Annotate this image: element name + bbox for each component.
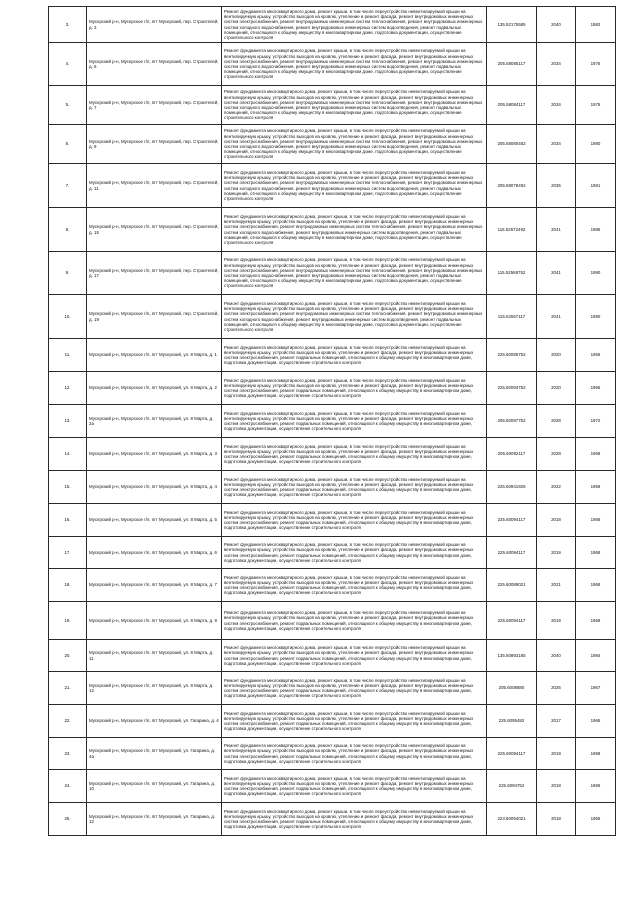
row-build-year: 1965: [576, 770, 616, 803]
row-address: Мусерский р-н, Мусерское г/п, пгт Мусерский, пер. Строителей, д. 19: [87, 295, 222, 339]
row-build-year: 1976: [576, 86, 616, 125]
row-build-year: 1968: [576, 504, 616, 537]
row-number: 13.: [49, 405, 87, 438]
row-address: Мусерский р-н, Мусерское г/п, пгт Мусерский, ул. 8 Марта, д. 2: [87, 372, 222, 405]
table-row: [49, 537, 616, 569]
row-build-year: 1972: [576, 405, 616, 438]
row-cost-value: 225.60094117: [487, 504, 537, 537]
row-build-year: 1990: [576, 252, 616, 295]
table-row: [49, 86, 616, 125]
table-row: [49, 672, 616, 705]
row-build-year: 1966: [576, 339, 616, 372]
row-work-description: Ремонт фундамента многоквартирного дома, ремонт крыши, в том числе переустройство невентилируемой крыши на вентилируемую крышу, устройство выходов на кровлю, утепление и ремонт фасада, ремонт внутридомовых инженерных систем электроснабжения, ремонт внутридомовых инженерных систем теплоснабжения, ремонт внутридомовых инженерных систем холодного водоснабжения, ремонт внутридомовых инженерных систем водоотведения, ремонт подвальных помещений, относящихся к общему имуществу в многоквартирном доме, подготовка документации, осуществление строительного контроля: [222, 86, 487, 125]
row-planned-year: 2020: [537, 339, 576, 372]
row-address: Мусерский р-н, Мусерское г/п, пгт Мусерский, пер. Строителей, д. 3: [87, 7, 222, 43]
row-cost-value: 135.52175585: [487, 7, 537, 43]
row-planned-year: 2040: [537, 7, 576, 43]
row-planned-year: 2028: [537, 405, 576, 438]
row-address: Мусерский р-н, Мусерское г/п, пгт Мусерский, пер. Строителей, д. 11: [87, 164, 222, 208]
row-work-description: Ремонт фундамента многоквартирного дома, ремонт крыши, в том числе переустройство невентилируемой крыши на вентилируемую крышу, устройство выходов на кровлю, утепление и ремонт фасада, ремонт внутридомовых инженерных систем электроснабжения, ремонт внутридомовых инженерных систем теплоснабжения, ремонт внутридомовых инженерных систем холодного водоснабжения, ремонт внутридомовых инженерных систем водоотведения, ремонт подвальных помещений, относящихся к общему имуществу в многоквартирном доме, подготовка документации, осуществление строительного контроля: [222, 7, 487, 43]
row-cost-value: 225.60094117: [487, 602, 537, 640]
row-address: Мусерский р-н, Мусерское г/п, пгт Мусерский, ул. 8 Марта, д. 5: [87, 504, 222, 537]
row-number: 21.: [49, 672, 87, 705]
row-number: 20.: [49, 640, 87, 672]
row-number: 23.: [49, 738, 87, 770]
row-work-description: Ремонт фундамента многоквартирного дома, ремонт крыши, в том числе переустройство невентилируемой крыши на вентилируемую крышу, устройство выходов на кровлю, утепление и ремонт фасада, ремонт внутридомовых инженерных систем электроснабжения, ремонт внутридомовых инженерных систем теплоснабжения, ремонт внутридомовых инженерных систем холодного водоснабжения, ремонт внутридомовых инженерных систем водоотведения, ремонт подвальных помещений, относящихся к общему имуществу в многоквартирном доме, подготовка документации, осуществление строительного контроля: [222, 164, 487, 208]
row-work-description: Ремонт фундамента многоквартирного дома, ремонт крыши, в том числе переустройство невентилируемой крыши на вентилируемую крышу, устройство выходов на кровлю, утепление и ремонт фасада, ремонт внутридомовых инженерных систем электроснабжения, ремонт внутридомовых инженерных систем теплоснабжения, ремонт внутридомовых инженерных систем холодного водоснабжения, ремонт внутридомовых инженерных систем водоотведения, ремонт подвальных помещений, относящихся к общему имуществу в многоквартирном доме, подготовка документации, осуществление строительного контроля: [222, 295, 487, 339]
table-row: [49, 569, 616, 602]
row-work-description: Ремонт фундамента многоквартирного дома, ремонт крыши, в том числе переустройство невентилируемой крыши на вентилируемую крышу, устройство выходов на кровлю, утепление и ремонт фасада, ремонт внутридомовых инженерных систем электроснабжения, ремонт подвальных помещений, относящихся к общему имуществу в многоквартирном доме, подготовка документации, осуществление строительного контроля: [222, 640, 487, 672]
row-build-year: 1969: [576, 471, 616, 504]
row-work-description: Ремонт фундамента многоквартирного дома, ремонт крыши, в том числе переустройство невентилируемой крыши на вентилируемую крышу, устройство выходов на кровлю, утепление и ремонт фасада, ремонт внутридомовых инженерных систем электроснабжения, ремонт внутридомовых инженерных систем теплоснабжения, ремонт внутридомовых инженерных систем холодного водоснабжения, ремонт внутридомовых инженерных систем водоотведения, ремонт подвальных помещений, относящихся к общему имуществу в многоквартирном доме, подготовка документации, осуществление строительного контроля: [222, 43, 487, 86]
row-work-description: Ремонт фундамента многоквартирного дома, ремонт крыши, в том числе переустройство невентилируемой крыши на вентилируемую крышу, устройство выходов на кровлю, утепление и ремонт фасада, ремонт внутридомовых инженерных систем электроснабжения, ремонт подвальных помещений, относящихся к общему имуществу в многоквартирном доме, подготовка документации, осуществление строительного контроля: [222, 770, 487, 803]
row-address: Мусерский р-н, Мусерское г/п, пгт Мусерский, ул. Гагарина, д. 4: [87, 705, 222, 738]
row-number: 12.: [49, 372, 87, 405]
row-build-year: 1967: [576, 672, 616, 705]
row-address: Мусерский р-н, Мусерское г/п, пгт Мусерский, ул. 8 Марта, д. 3: [87, 438, 222, 471]
row-number: 9.: [49, 252, 87, 295]
row-address: Мусерский р-н, Мусерское г/п, пгт Мусерский, ул. 8 Марта, д. 2а: [87, 405, 222, 438]
table-row: [49, 43, 616, 86]
row-work-description: Ремонт фундамента многоквартирного дома, ремонт крыши, в том числе переустройство невентилируемой крыши на вентилируемую крышу, устройство выходов на кровлю, утепление и ремонт фасада, ремонт внутридомовых инженерных систем электроснабжения, ремонт подвальных помещений, относящихся к общему имуществу в многоквартирном доме, подготовка документации, осуществление строительного контроля: [222, 339, 487, 372]
table-row: [49, 164, 616, 208]
table-row: [49, 7, 616, 43]
row-address: Мусерский р-н, Мусерское г/п, пгт Мусерский, ул. Гагарина, д. 12: [87, 803, 222, 836]
row-cost-value: 225.60085752: [487, 339, 537, 372]
row-number: 7.: [49, 164, 87, 208]
row-address: Мусерский р-н, Мусерское г/п, пгт Мусерский, пер. Строителей, д. 9: [87, 125, 222, 164]
row-address: Мусерский р-н, Мусерское г/п, пгт Мусерский, ул. 8 Марта, д. 7: [87, 569, 222, 602]
table-row: [49, 339, 616, 372]
row-cost-value: 205.60087752: [487, 405, 537, 438]
row-planned-year: 2041: [537, 295, 576, 339]
row-work-description: Ремонт фундамента многоквартирного дома, ремонт крыши, в том числе переустройство невентилируемой крыши на вентилируемую крышу, устройство выходов на кровлю, утепление и ремонт фасада, ремонт внутридомовых инженерных систем электроснабжения, ремонт подвальных помещений, относящихся к общему имуществу в многоквартирном доме, подготовка документации, осуществление строительного контроля: [222, 705, 487, 738]
row-address: Мусерский р-н, Мусерское г/п, пгт Мусерский, ул. Гагарина, д. 4а: [87, 738, 222, 770]
row-number: 16.: [49, 504, 87, 537]
row-planned-year: 2034: [537, 43, 576, 86]
row-work-description: Ремонт фундамента многоквартирного дома, ремонт крыши, в том числе переустройство невентилируемой крыши на вентилируемую крышу, устройство выходов на кровлю, утепление и ремонт фасада, ремонт внутридомовых инженерных систем электроснабжения, ремонт подвальных помещений, относящихся к общему имуществу в многоквартирном доме, подготовка документации, осуществление строительного контроля: [222, 738, 487, 770]
row-planned-year: 2019: [537, 602, 576, 640]
row-cost-value: 225.60094117: [487, 537, 537, 569]
row-planned-year: 2017: [537, 705, 576, 738]
row-build-year: 1965: [576, 705, 616, 738]
row-work-description: Ремонт фундамента многоквартирного дома, ремонт крыши, в том числе переустройство невентилируемой крыши на вентилируемую крышу, устройство выходов на кровлю, утепление и ремонт фасада, ремонт внутридомовых инженерных систем электроснабжения, ремонт подвальных помещений, относящихся к общему имуществу в многоквартирном доме, подготовка документации, осуществление строительного контроля: [222, 602, 487, 640]
row-cost-value: 205.58080482: [487, 125, 537, 164]
row-number: 15.: [49, 471, 87, 504]
row-address: Мусерский р-н, Мусерское г/п, пгт Мусерский, ул. 8 Марта, д. 6: [87, 537, 222, 569]
row-number: 6.: [49, 125, 87, 164]
row-cost-value: 205.6008880: [487, 672, 537, 705]
row-build-year: 1984: [576, 640, 616, 672]
row-build-year: 1980: [576, 125, 616, 164]
row-planned-year: 2020: [537, 372, 576, 405]
table-row: [49, 803, 616, 836]
row-build-year: 1982: [576, 7, 616, 43]
row-address: Мусерский р-н, Мусерское г/п, пгт Мусерский, ул. 8 Марта, д. 11: [87, 640, 222, 672]
row-planned-year: 2021: [537, 569, 576, 602]
table-body: [49, 7, 616, 836]
table-row: [49, 705, 616, 738]
table-row: [49, 438, 616, 471]
row-number: 10.: [49, 295, 87, 339]
row-planned-year: 2040: [537, 640, 576, 672]
table-row: [49, 640, 616, 672]
row-work-description: Ремонт фундамента многоквартирного дома, ремонт крыши, в том числе переустройство невентилируемой крыши на вентилируемую крышу, устройство выходов на кровлю, утепление и ремонт фасада, ремонт внутридомовых инженерных систем электроснабжения, ремонт подвальных помещений, относящихся к общему имуществу в многоквартирном доме, подготовка документации, осуществление строительного контроля: [222, 372, 487, 405]
row-cost-value: 225.60094117: [487, 738, 537, 770]
row-cost-value: 205.60092117: [487, 438, 537, 471]
row-build-year: 1968: [576, 438, 616, 471]
row-planned-year: 2026: [537, 672, 576, 705]
row-planned-year: 2018: [537, 770, 576, 803]
row-build-year: 1990: [576, 295, 616, 339]
row-cost-value: 225.6095482: [487, 705, 537, 738]
row-address: Мусерский р-н, Мусерское г/п, пгт Мусерский, пер. Строителей, д. 5: [87, 43, 222, 86]
row-build-year: 1968: [576, 569, 616, 602]
row-work-description: Ремонт фундамента многоквартирного дома, ремонт крыши, в том числе переустройство невентилируемой крыши на вентилируемую крышу, устройство выходов на кровлю, утепление и ремонт фасада, ремонт внутридомовых инженерных систем электроснабжения, ремонт подвальных помещений, относящихся к общему имуществу в многоквартирном доме, подготовка документации, осуществление строительного контроля: [222, 504, 487, 537]
row-planned-year: 2034: [537, 86, 576, 125]
row-work-description: Ремонт фундамента многоквартирного дома, ремонт крыши, в том числе переустройство невентилируемой крыши на вентилируемую крышу, устройство выходов на кровлю, утепление и ремонт фасада, ремонт внутридомовых инженерных систем электроснабжения, ремонт подвальных помещений, относящихся к общему имуществу в многоквартирном доме, подготовка документации, осуществление строительного контроля: [222, 438, 487, 471]
row-number: 14.: [49, 438, 87, 471]
row-planned-year: 2034: [537, 125, 576, 164]
row-cost-value: 135.50893185: [487, 640, 537, 672]
row-address: Мусерский р-н, Мусерское г/п, пгт Мусерский, ул. 8 Марта, д. 9: [87, 602, 222, 640]
row-number: 17.: [49, 537, 87, 569]
row-cost-value: 225.6094752: [487, 770, 537, 803]
row-cost-value: 115.52567117: [487, 295, 537, 339]
table-row: [49, 405, 616, 438]
row-planned-year: 2036: [537, 164, 576, 208]
row-cost-value: 115.52572492: [487, 208, 537, 252]
row-number: 3.: [49, 7, 87, 43]
row-number: 22.: [49, 705, 87, 738]
row-planned-year: 2018: [537, 803, 576, 836]
row-build-year: 1981: [576, 164, 616, 208]
row-number: 25.: [49, 803, 87, 836]
table-row: [49, 738, 616, 770]
row-address: Мусерский р-н, Мусерское г/п, пгт Мусерский, ул. 8 Марта, д. 4: [87, 471, 222, 504]
row-work-description: Ремонт фундамента многоквартирного дома, ремонт крыши, в том числе переустройство невентилируемой крыши на вентилируемую крышу, устройство выходов на кровлю, утепление и ремонт фасада, ремонт внутридомовых инженерных систем электроснабжения, ремонт подвальных помещений, относящихся к общему имуществу в многоквартирном доме, подготовка документации, осуществление строительного контроля: [222, 471, 487, 504]
table-row: [49, 252, 616, 295]
row-work-description: Ремонт фундамента многоквартирного дома, ремонт крыши, в том числе переустройство невентилируемой крыши на вентилируемую крышу, устройство выходов на кровлю, утепление и ремонт фасада, ремонт внутридомовых инженерных систем электроснабжения, ремонт внутридомовых инженерных систем теплоснабжения, ремонт внутридомовых инженерных систем холодного водоснабжения, ремонт внутридомовых инженерных систем водоотведения, ремонт подвальных помещений, относящихся к общему имуществу в многоквартирном доме, подготовка документации, осуществление строительного контроля: [222, 252, 487, 295]
row-number: 24.: [49, 770, 87, 803]
row-planned-year: 2019: [537, 537, 576, 569]
row-build-year: 1969: [576, 602, 616, 640]
row-address: Мусерский р-н, Мусерское г/п, пгт Мусерский, ул. Гагарина, д. 10: [87, 770, 222, 803]
row-planned-year: 2041: [537, 208, 576, 252]
row-cost-value: 205.58084117: [487, 86, 537, 125]
row-planned-year: 2018: [537, 504, 576, 537]
row-cost-value: 115.52569752: [487, 252, 537, 295]
table-row: [49, 602, 616, 640]
row-work-description: Ремонт фундамента многоквартирного дома, ремонт крыши, в том числе переустройство невентилируемой крыши на вентилируемую крышу, устройство выходов на кровлю, утепление и ремонт фасада, ремонт внутридомовых инженерных систем электроснабжения, ремонт подвальных помещений, относящихся к общему имуществу в многоквартирном доме, подготовка документации, осуществление строительного контроля: [222, 803, 487, 836]
row-work-description: Ремонт фундамента многоквартирного дома, ремонт крыши, в том числе переустройство невентилируемой крыши на вентилируемую крышу, устройство выходов на кровлю, утепление и ремонт фасада, ремонт внутридомовых инженерных систем электроснабжения, ремонт внутридомовых инженерных систем теплоснабжения, ремонт внутридомовых инженерных систем холодного водоснабжения, ремонт внутридомовых инженерных систем водоотведения, ремонт подвальных помещений, относящихся к общему имуществу в многоквартирном доме, подготовка документации, осуществление строительного контроля: [222, 125, 487, 164]
row-work-description: Ремонт фундамента многоквартирного дома, ремонт крыши, в том числе переустройство невентилируемой крыши на вентилируемую крышу, устройство выходов на кровлю, утепление и ремонт фасада, ремонт внутридомовых инженерных систем электроснабжения, ремонт подвальных помещений, относящихся к общему имуществу в многоквартирном доме, подготовка документации, осуществление строительного контроля: [222, 672, 487, 705]
row-work-description: Ремонт фундамента многоквартирного дома, ремонт крыши, в том числе переустройство невентилируемой крыши на вентилируемую крышу, устройство выходов на кровлю, утепление и ремонт фасада, ремонт внутридомовых инженерных систем электроснабжения, ремонт подвальных помещений, относящихся к общему имуществу в многоквартирном доме, подготовка документации, осуществление строительного контроля: [222, 537, 487, 569]
row-work-description: Ремонт фундамента многоквартирного дома, ремонт крыши, в том числе переустройство невентилируемой крыши на вентилируемую крышу, устройство выходов на кровлю, утепление и ремонт фасада, ремонт внутридомовых инженерных систем электроснабжения, ремонт внутридомовых инженерных систем теплоснабжения, ремонт внутридомовых инженерных систем холодного водоснабжения, ремонт внутридомовых инженерных систем водоотведения, ремонт подвальных помещений, относящихся к общему имуществу в многоквартирном доме, подготовка документации, осуществление строительного контроля: [222, 208, 487, 252]
row-address: Мусерский р-н, Мусерское г/п, пгт Мусерский, пер. Строителей, д. 17: [87, 252, 222, 295]
row-cost-value: 225.60093752: [487, 372, 537, 405]
row-build-year: 1968: [576, 738, 616, 770]
row-address: Мусерский р-н, Мусерское г/п, пгт Мусерский, ул. 8 Марта, д. 1: [87, 339, 222, 372]
row-build-year: 1966: [576, 372, 616, 405]
capital-repair-table: [48, 6, 616, 836]
table-row: [49, 471, 616, 504]
row-cost-value: 225.60941926: [487, 471, 537, 504]
row-build-year: 1976: [576, 43, 616, 86]
row-build-year: 1968: [576, 537, 616, 569]
table-row: [49, 125, 616, 164]
row-cost-value: 223.60094021: [487, 803, 537, 836]
row-cost-value: 205.58078492: [487, 164, 537, 208]
row-work-description: Ремонт фундамента многоквартирного дома, ремонт крыши, в том числе переустройство невентилируемой крыши на вентилируемую крышу, устройство выходов на кровлю, утепление и ремонт фасада, ремонт внутридомовых инженерных систем электроснабжения, ремонт подвальных помещений, относящихся к общему имуществу в многоквартирном доме, подготовка документации, осуществление строительного контроля: [222, 569, 487, 602]
row-number: 8.: [49, 208, 87, 252]
row-number: 4.: [49, 43, 87, 86]
row-address: Мусерский р-н, Мусерское г/п, пгт Мусерский, ул. 8 Марта, д. 12: [87, 672, 222, 705]
row-work-description: Ремонт фундамента многоквартирного дома, ремонт крыши, в том числе переустройство невентилируемой крыши на вентилируемую крышу, устройство выходов на кровлю, утепление и ремонт фасада, ремонт внутридомовых инженерных систем электроснабжения, ремонт подвальных помещений, относящихся к общему имуществу в многоквартирном доме, подготовка документации, осуществление строительного контроля: [222, 405, 487, 438]
row-address: Мусерский р-н, Мусерское г/п, пгт Мусерский, пер. Строителей, д. 7: [87, 86, 222, 125]
row-planned-year: 2022: [537, 471, 576, 504]
row-number: 18.: [49, 569, 87, 602]
row-planned-year: 2028: [537, 438, 576, 471]
table-row: [49, 504, 616, 537]
row-cost-value: 205.58085117: [487, 43, 537, 86]
row-address: Мусерский р-н, Мусерское г/п, пгт Мусерский, пер. Строителей, д. 15: [87, 208, 222, 252]
row-planned-year: 2019: [537, 738, 576, 770]
table-row: [49, 208, 616, 252]
row-number: 5.: [49, 86, 87, 125]
table-row: [49, 295, 616, 339]
row-build-year: 1985: [576, 208, 616, 252]
row-number: 11.: [49, 339, 87, 372]
row-cost-value: 225.60089021: [487, 569, 537, 602]
row-build-year: 1965: [576, 803, 616, 836]
row-number: 19.: [49, 602, 87, 640]
table-row: [49, 372, 616, 405]
table-row: [49, 770, 616, 803]
row-planned-year: 2041: [537, 252, 576, 295]
